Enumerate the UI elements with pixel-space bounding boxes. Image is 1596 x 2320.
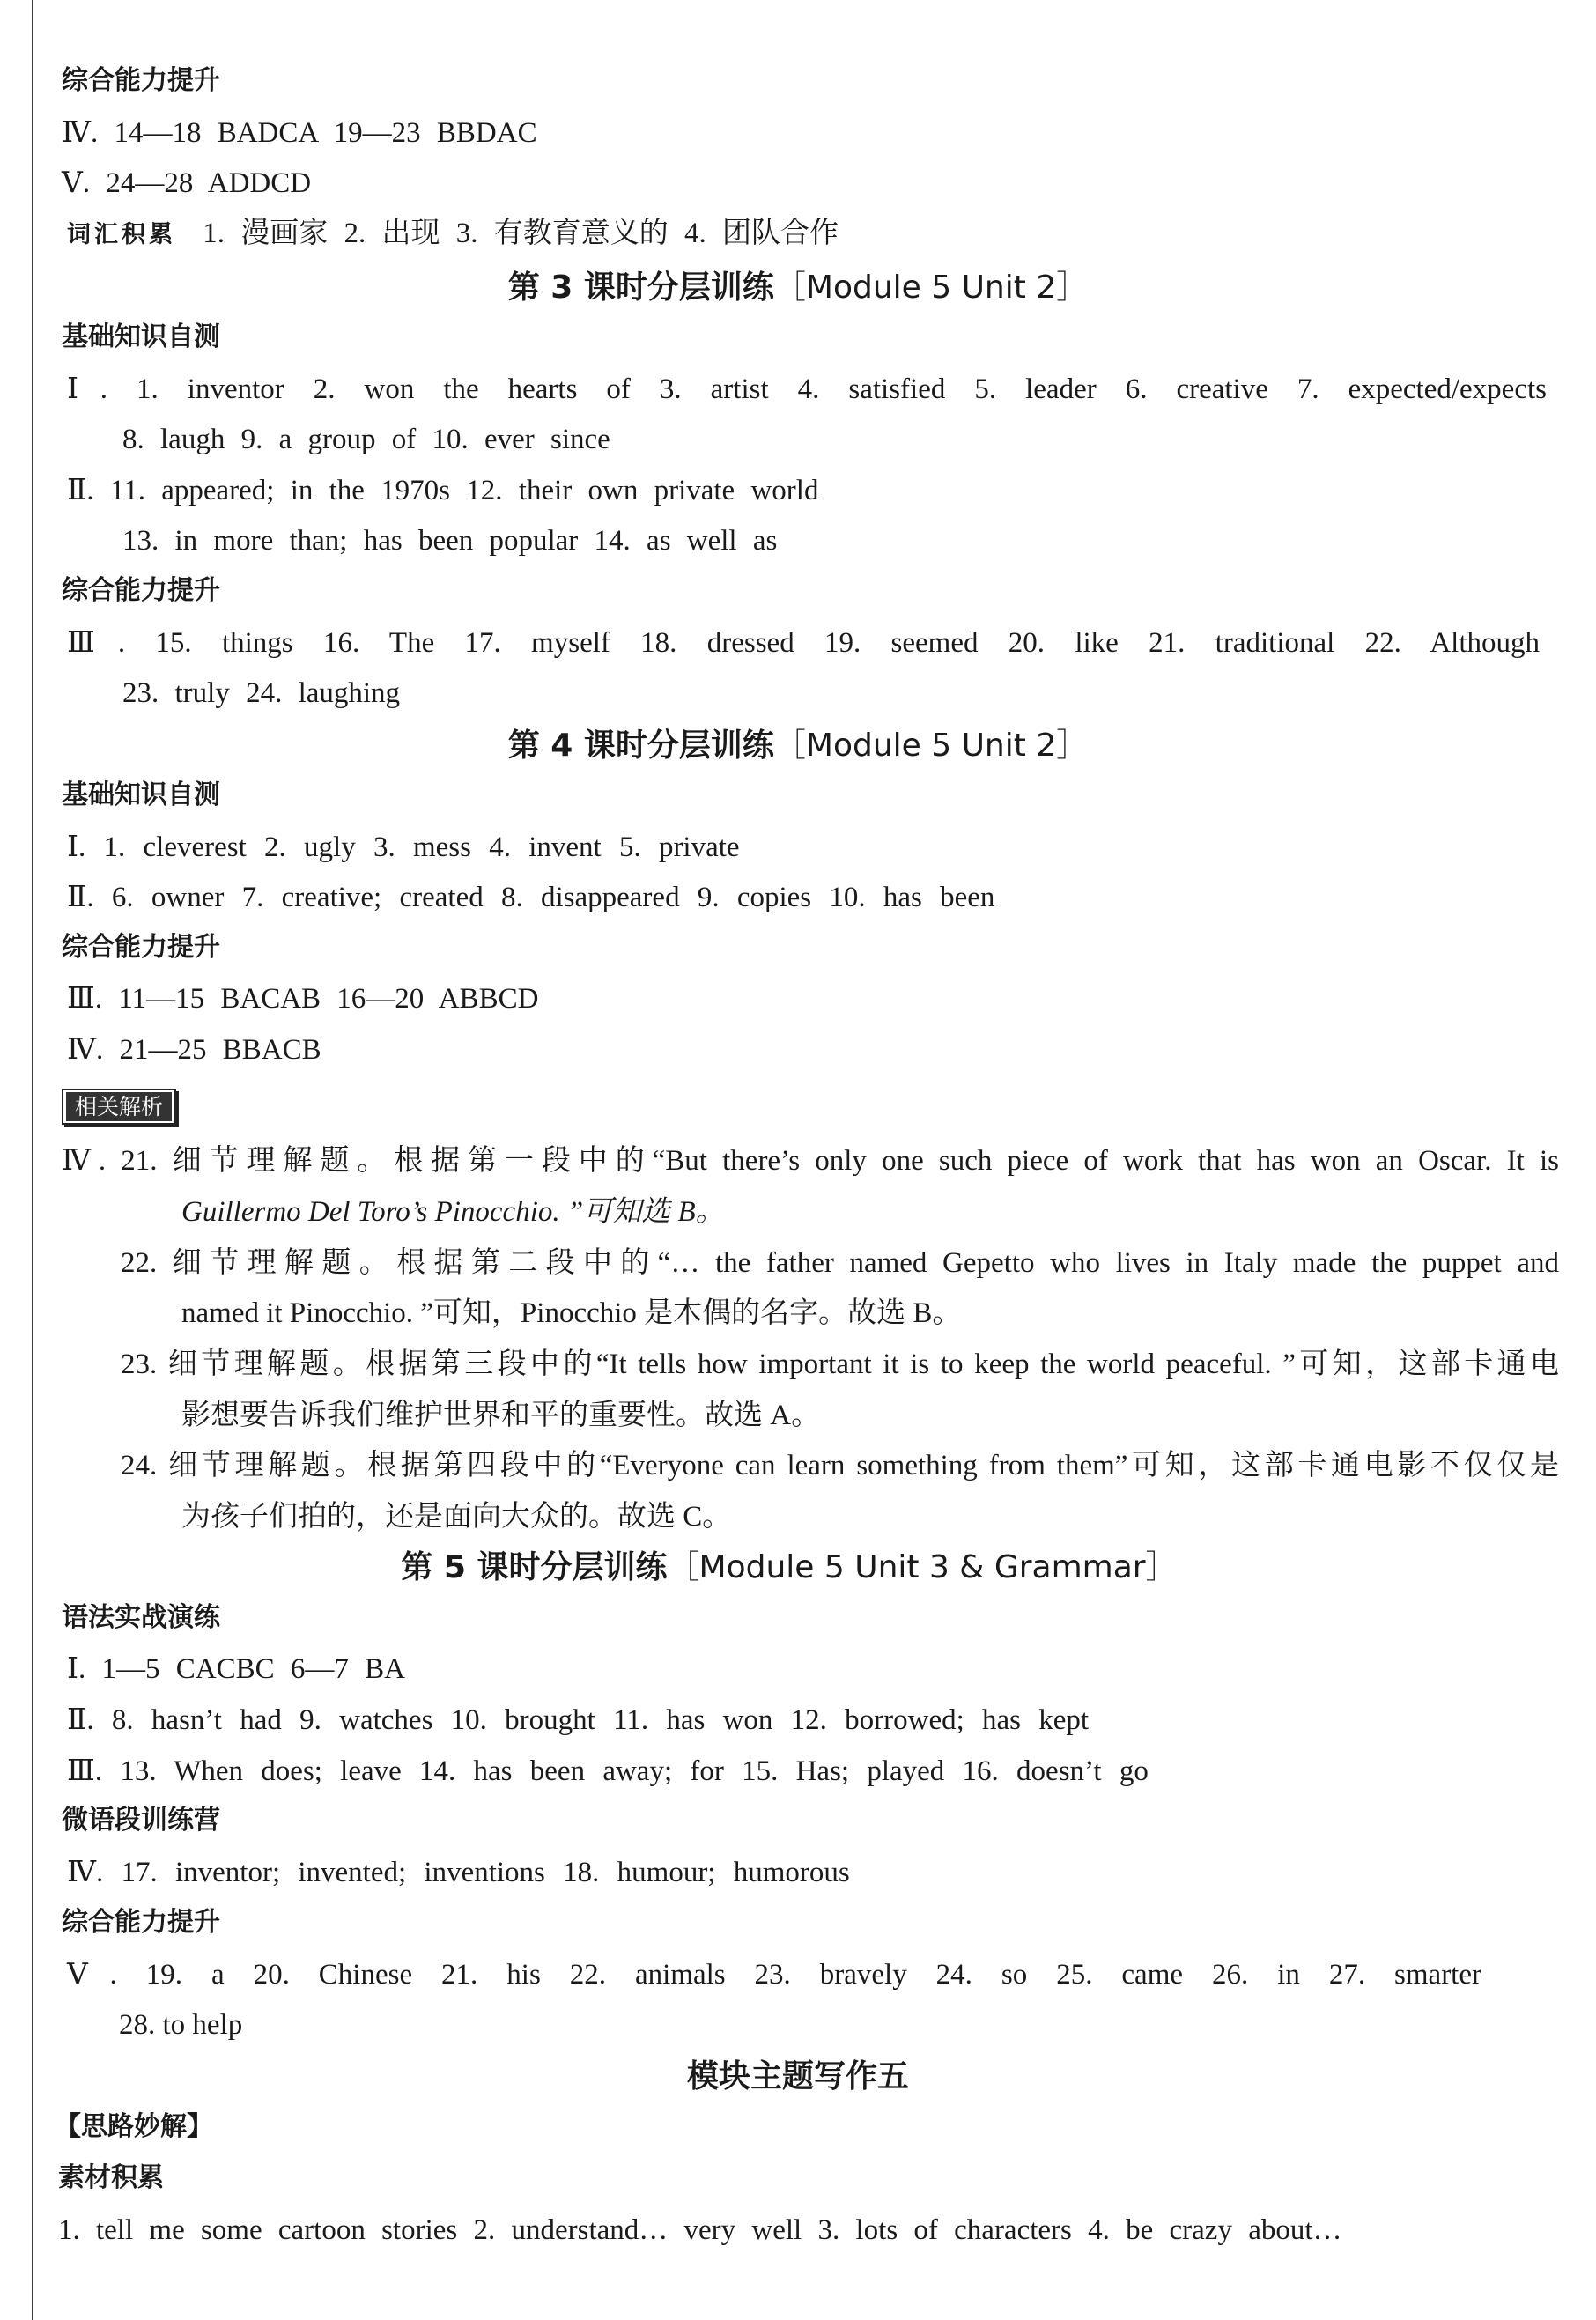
answer-line: Ⅱ. 8. hasn’t had 9. watches 10. brought 11. has won 12. borrowed; has kept [67, 1704, 1090, 1736]
lesson-title-module: ［Module 5 Unit 3 & Grammar］ [667, 1549, 1178, 1585]
vocab-text: 1. 漫画家 2. 出现 3. 有教育意义的 4. 团队合作 [203, 218, 839, 249]
lesson-title-module: ［Module 5 Unit 2］ [773, 728, 1089, 764]
answer-line: 23. truly 24. laughing [122, 677, 401, 709]
answer-line: 8. laugh 9. a group of 10. ever since [122, 424, 610, 455]
answer-line: Ⅲ. 13. When does; leave 14. has been away; for 15. Has; played 16. doesn’t go [67, 1755, 1149, 1787]
lesson-title [0, 272, 1596, 304]
section-heading: 语法实战演练 [62, 1602, 220, 1633]
answer-line: Ⅴ. 24—28 ADDCD [62, 167, 312, 199]
lesson-title-module: ［Module 5 Unit 2］ [773, 270, 1089, 306]
section-heading: 基础知识自测 [62, 321, 220, 352]
section-heading: 综合能力提升 [62, 575, 220, 606]
section-heading: 基础知识自测 [62, 779, 220, 810]
section-heading: 综合能力提升 [62, 1907, 220, 1938]
answer-line: Ⅰ. 1—5 CACBC 6—7 BA [67, 1653, 406, 1685]
section-heading: 综合能力提升 [62, 65, 220, 96]
lesson-title-cn: 第 4 课时分层训练 [507, 728, 774, 764]
answer-line: Ⅰ. 1. inventor 2. won the hearts of 3. artist 4. satisfied 5. leader 6. creative 7. expected/expects [67, 373, 1547, 405]
lesson-title [0, 730, 1596, 762]
analysis-line: 23. 细节理解题。根据第三段中的“It tells how important it is to keep the world peaceful. ”可知，这部卡通电 [121, 1348, 1559, 1380]
margin-rule [32, 0, 33, 2320]
vocab-label: 词汇积累 [67, 221, 176, 248]
answer-line: Ⅰ. 1. cleverest 2. ugly 3. mess 4. invent 5. private [67, 831, 740, 863]
answer-line: Ⅳ. 21—25 BBACB [67, 1034, 321, 1066]
section-heading: 综合能力提升 [62, 932, 220, 963]
analysis-line: 22. 细节理解题。根据第二段中的“… the father named Gepetto who lives in Italy made the puppet and [121, 1247, 1559, 1279]
analysis-tag [62, 1089, 176, 1125]
answer-line: Ⅲ. 11—15 BACAB 16—20 ABBCD [67, 983, 539, 1015]
answer-line: 13. in more than; has been popular 14. as well as [122, 525, 778, 557]
analysis-line: 影想要告诉我们维护世界和平的重要性。故选 A。 [181, 1400, 821, 1431]
section-heading: 素材积累 [58, 2162, 164, 2193]
analysis-line: 为孩子们拍的，还是面向大众的。故选 C。 [181, 1501, 732, 1533]
answer-line: 28. to help [119, 2009, 243, 2041]
answer-line: Ⅳ. 14—18 BADCA 19—23 BBDAC [62, 117, 537, 149]
answer-line: Ⅱ. 6. owner 7. creative; created 8. disappeared 9. copies 10. has been [67, 882, 995, 913]
section-heading: 微语段训练营 [62, 1805, 220, 1836]
answer-line: 1. tell me some cartoon stories 2. understand… very well 3. lots of characters 4. be crazy about… [58, 2214, 1342, 2246]
analysis-line: named it Pinocchio. ”可知，Pinocchio 是木偶的名字。故选 B。 [181, 1297, 962, 1329]
analysis-tag-label: 相关解析 [66, 1092, 172, 1121]
lesson-title [0, 1549, 1587, 1585]
answer-line: Ⅴ. 19. a 20. Chinese 21. his 22. animals 23. bravely 24. so 25. came 26. in 27. smarter [67, 1959, 1481, 1991]
lesson-title-cn: 第 5 课时分层训练 [401, 1549, 668, 1585]
answer-line: Ⅱ. 11. appeared; in the 1970s 12. their own private world [67, 475, 819, 506]
lesson-title-cn: 第 3 课时分层训练 [507, 270, 774, 306]
answer-line: Ⅳ. 17. inventor; invented; inventions 18. humour; humorous [67, 1857, 850, 1888]
analysis-line: 24. 细节理解题。根据第四段中的“Everyone can learn something from them”可知，这部卡通电影不仅仅是 [121, 1450, 1559, 1481]
answer-line: Ⅲ. 15. things 16. The 17. myself 18. dressed 19. seemed 20. like 21. traditional 22. Although [67, 627, 1540, 659]
section-heading: 【思路妙解】 [55, 2111, 213, 2142]
analysis-line: Guillermo Del Toro’s Pinocchio. ”可知选 B。 [181, 1196, 725, 1228]
vocab-line [67, 219, 839, 248]
writing-title: 模块主题写作五 [686, 2058, 909, 2095]
analysis-line: Ⅳ. 21. 细节理解题。根据第一段中的“But there’s only one such piece of work that has won an Oscar. It is [62, 1145, 1559, 1177]
